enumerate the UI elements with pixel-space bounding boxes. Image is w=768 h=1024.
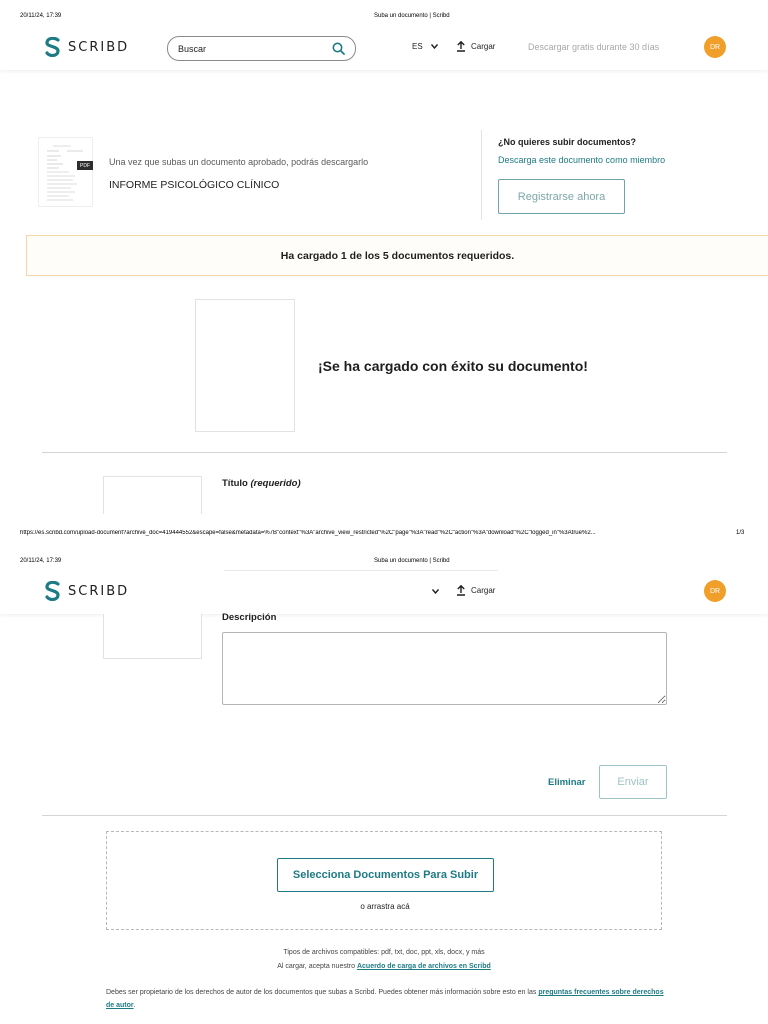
search-placeholder: Buscar [178,43,207,54]
uploaded-document-thumbnail [195,299,295,432]
supported-file-types: Tipos de archivos compatibles: pdf, txt, doc, ppt, xls, docx, y más [283,949,485,956]
description-textarea[interactable] [222,632,667,705]
document-thumbnail [38,137,93,207]
drag-text: o arrastra acá [360,902,410,911]
upload-icon [456,585,466,596]
free-trial-link[interactable]: Descargar gratis durante 30 días [528,42,660,52]
chevron-down-icon [431,44,438,49]
file-dropzone[interactable] [106,831,662,930]
copyright-notice [106,986,666,1012]
form-document-thumbnail-bottom [103,614,202,659]
upload-agreement [106,963,662,970]
section-divider [42,452,727,453]
search-icon[interactable] [332,42,345,55]
document-preview-icon [39,138,94,208]
no-upload-heading: ¿No quieres subir documentos? [498,137,637,147]
user-avatar-page2[interactable]: DR [704,580,726,602]
title-label [222,478,301,489]
top-navbar-page2 [0,570,768,614]
panel-divider [481,130,482,220]
upload-label-page2: Cargar [471,586,496,595]
upload-button[interactable] [456,41,495,52]
title-label-text: Título [222,478,248,489]
copyright-faq-link[interactable]: preguntas frecuentes sobre derechos de autor [106,989,664,1009]
download-message: Una vez que subas un documento aprobado, podrás descargarlo [109,157,369,167]
copyright-text: Debes ser propietario de los derechos de autor de los documentos que subas a Scribd. Puedes obtener más información sobre esto en las [106,989,537,996]
print-page-title: Suba un documento | Scribd [374,13,450,19]
pdf-badge: PDF [77,161,93,170]
search-input[interactable] [167,36,356,61]
language-selector[interactable] [412,42,438,51]
top-navbar [0,26,768,70]
logo-text-page2: SCRIBD [68,583,130,599]
member-download-text: Descarga este documento como miembro [498,155,666,165]
scribd-logo-icon [44,581,62,601]
description-label: Descripción [222,612,277,623]
title-required-note: (requerido) [250,478,301,489]
upload-icon [456,41,466,52]
print-page-number: 1/3 [736,530,745,536]
delete-button[interactable]: Eliminar [548,777,586,788]
select-documents-button[interactable]: Selecciona Documentos Para Subir [277,858,494,892]
upload-button-page2[interactable] [456,585,495,596]
scribd-logo-page2[interactable] [44,581,129,601]
print-page-title-page2: Suba un documento | Scribd [374,558,450,564]
agreement-prefix: Al cargar, acepta nuestro [277,963,356,970]
register-button[interactable]: Registrarse ahora [498,179,625,214]
agreement-link[interactable]: Acuerdo de carga de archivos en Scribd [356,963,491,970]
upload-label: Cargar [471,42,496,51]
scribd-logo-icon [44,37,62,57]
user-avatar[interactable]: DR [704,36,726,58]
header-overlap-line [224,570,498,571]
form-divider [42,815,727,816]
print-datetime: 20/11/24, 17:39 [20,13,62,19]
copyright-period: . [133,1002,136,1009]
submit-button[interactable]: Enviar [599,765,667,799]
print-url: https://es.scribd.com/upload-document?archive_doc=419444552&escape=false&metadata=%7B"context"%3A"archive_view_restricted"%2C"page"%3A"read"%2C"action"%3A"download"%2C"logged_in"%3Atrue%2... [20,530,596,536]
document-title: INFORME PSICOLÓGICO CLÍNICO [109,179,280,191]
success-message: ¡Se ha cargado con éxito su documento! [318,358,588,374]
scribd-logo[interactable] [44,37,129,57]
form-document-thumbnail [103,476,202,514]
print-datetime-page2: 20/11/24, 17:39 [20,558,62,564]
progress-banner: Ha cargado 1 de los 5 documentos requeridos. [26,235,768,276]
language-label: ES [412,42,423,51]
logo-text: SCRIBD [68,39,130,55]
chevron-down-icon[interactable] [432,589,439,594]
